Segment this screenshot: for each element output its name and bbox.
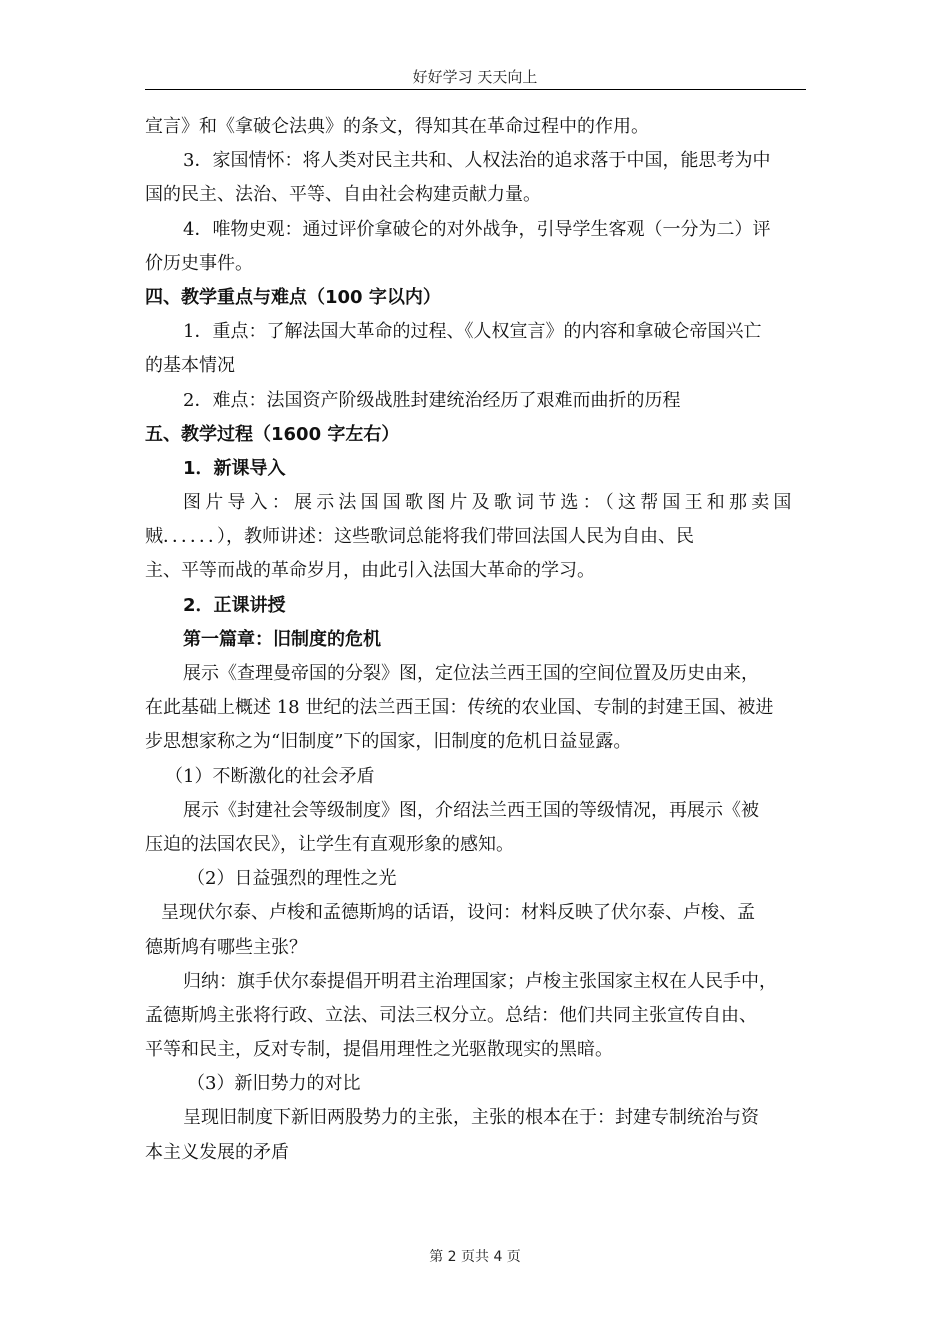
paragraph-line: 本主义发展的矛盾	[145, 1141, 289, 1163]
paragraph-line: 展示《封建社会等级制度》图，介绍法兰西王国的等级情况，再展示《被	[183, 799, 759, 821]
paragraph-line: 国的民主、法治、平等、自由社会构建贡献力量。	[145, 184, 541, 206]
paragraph-line: 的基本情况	[145, 355, 235, 377]
paragraph-line: 压迫的法国农民》，让学生有直观形象的感知。	[145, 833, 514, 855]
paragraph-line: 1．重点：了解法国大革命的过程、《人权宣言》的内容和拿破仑帝国兴亡	[183, 321, 762, 343]
paragraph-line: 孟德斯鸠主张将行政、立法、司法三权分立。总结：他们共同主张宣传自由、	[145, 1004, 757, 1026]
paragraph-line: 4．唯物史观：通过评价拿破仑的对外战争，引导学生客观（一分为二）评	[183, 218, 771, 240]
paragraph-line: 主、平等而战的革命岁月，由此引入法国大革命的学习。	[145, 560, 595, 582]
paragraph-line: 呈现旧制度下新旧两股势力的主张，主张的根本在于：封建专制统治与资	[183, 1107, 759, 1129]
paragraph-line: 贼．．．．．．），教师讲述：这些歌词总能将我们带回法国人民为自由、民	[145, 526, 694, 548]
paragraph-line: 宣言》和《拿破仑法典》的条文，得知其在革命过程中的作用。	[145, 116, 649, 137]
paragraph-line: 3．家国情怀：将人类对民主共和、人权法治的追求落于中国，能思考为中	[183, 150, 771, 172]
paragraph-line: 图片导入：展示法国国歌图片及歌词节选：（这帮国王和那卖国	[183, 492, 796, 514]
paragraph-line: 在此基础上概述 18 世纪的法兰西王国：传统的农业国、专制的封建王国、被进	[145, 697, 774, 719]
point-heading: （1）不断激化的社会矛盾	[165, 765, 375, 787]
paragraph-line: 德斯鸠有哪些主张？	[145, 936, 307, 958]
subsection-heading: 1．新课导入	[183, 457, 286, 479]
paragraph-line: 归纳：旗手伏尔泰提倡开明君主治理国家；卢梭主张国家主权在人民手中，	[183, 970, 777, 992]
paragraph-line: 2．难点：法国资产阶级战胜封建统治经历了艰难而曲折的历程	[183, 389, 681, 411]
page-header: 好好学习 天天向上	[412, 68, 538, 86]
paragraph-line: 价历史事件。	[145, 252, 253, 274]
paragraph-line: 步思想家称之为“旧制度”下的国家，旧制度的危机日益显露。	[145, 731, 632, 753]
paragraph-line: 展示《查理曼帝国的分裂》图，定位法兰西王国的空间位置及历史由来，	[183, 663, 759, 684]
point-heading: （3）新旧势力的对比	[187, 1073, 361, 1095]
header-divider	[145, 89, 806, 90]
subsection-heading: 2．正课讲授	[183, 594, 286, 616]
paragraph-line: 平等和民主，反对专制，提倡用理性之光驱散现实的黑暗。	[145, 1039, 613, 1061]
paragraph-line: 呈现伏尔泰、卢梭和孟德斯鸠的话语，设问：材料反映了伏尔泰、卢梭、孟	[161, 902, 755, 924]
chapter-heading: 第一篇章：旧制度的危机	[183, 628, 381, 650]
page-footer: 第 2 页共 4 页	[429, 1249, 521, 1265]
point-heading: （2）日益强烈的理性之光	[187, 868, 397, 890]
document-body	[145, 110, 805, 1170]
section-heading: 五、教学过程（1600 字左右）	[145, 423, 400, 445]
section-heading: 四、教学重点与难点（100 字以内）	[145, 286, 441, 308]
